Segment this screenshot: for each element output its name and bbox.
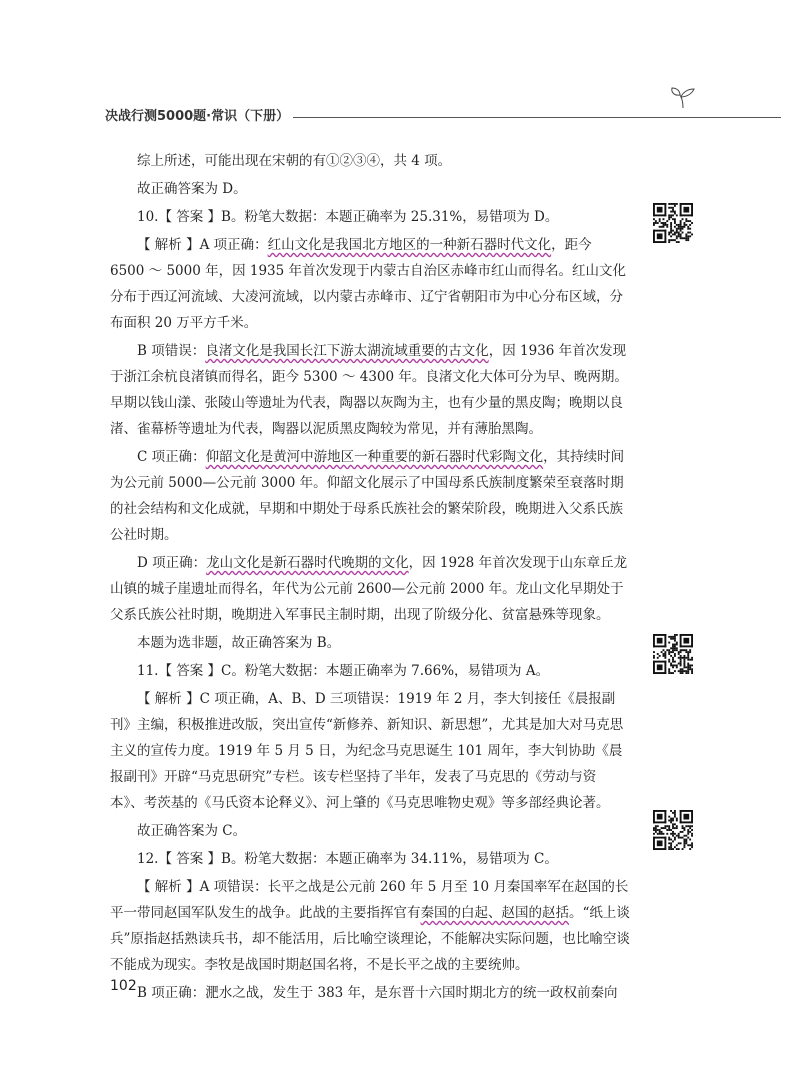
- text-segment: ，因 1936 年首次发现于浙江余杭良渚镇而得名，距今 5300 ～ 4300 年。良渚文化大体可分为早、晚两期。早期以钱山漾、张陵山等遗址为代表，陶器以灰陶为主，也有少量的黑皮陶；晚期以良渚、雀幕桥等遗址为代表，陶器以泥质黑皮陶较为常见，并有薄胎黑陶。: [110, 343, 628, 437]
- text-segment: ，其持续时间为公元前 5000—公元前 3000 年。仰韶文化展示了中国母系氏族制度繁荣至衰落时期的社会结构和文化成就，早期和中期处于母系氏族社会的繁荣阶段，晚期进入父系氏族公社时期。: [110, 449, 625, 543]
- text-segment: C 项正确：: [137, 449, 206, 465]
- qr-code-icon[interactable]: [653, 634, 693, 674]
- paragraph: [110, 550, 630, 628]
- header-title: 决战行测5000题·常识（下册）: [105, 109, 290, 124]
- paragraph: 故正确答案为 C。: [137, 823, 247, 839]
- paragraph: [110, 874, 630, 978]
- header-rule: [293, 117, 781, 118]
- answer-line-11: 11.【 答案 】C。粉笔大数据：本题正确率为 7.66%，易错项为 A。: [137, 663, 550, 679]
- page-number: 102: [110, 978, 137, 994]
- running-header: [105, 108, 695, 128]
- paragraph: B 项正确：淝水之战，发生于 383 年，是东晋十六国时期北方的统一政权前秦向: [137, 985, 618, 1001]
- text-segment: ，因 1928 年首次发现于山东章丘龙山镇的城子崖遗址而得名，年代为公元前 2600—公元前 2000 年。龙山文化早期处于父系氏族公社时期，晚期进入军事民主制时期，出现了阶级分化、贫富悬殊等现象。: [110, 555, 628, 623]
- underlined-text: 仰韶文化是黄河中游地区一种重要的新石器时代彩陶文化: [205, 449, 544, 465]
- sprout-icon: [668, 86, 698, 110]
- paragraph: [110, 444, 630, 548]
- text-segment: 。“纸上谈兵”原指赵括熟读兵书，却不能活用，后比喻空谈理论，不能解决实际问题，也比喻空谈不能成为现实。李牧是战国时期赵国名将，不是长平之战的主要统帅。: [110, 905, 630, 973]
- answer-line-12: 12.【 答案 】B。粉笔大数据：本题正确率为 34.11%，易错项为 C。: [137, 851, 558, 867]
- text-segment: D 项正确：: [137, 555, 207, 571]
- paragraph: 本题为选非题，故正确答案为 B。: [137, 635, 341, 651]
- page-body: [110, 148, 630, 1008]
- answer-line-10: 10.【 答案 】B。粉笔大数据：本题正确率为 25.31%，易错项为 D。: [137, 209, 559, 225]
- paragraph: 【 解析 】C 项正确，A、B、D 三项错误：1919 年 2 月，李大钊接任《晨报副刊》主编，积极推进改版，突出宣传“新修养、新知识、新思想”，尤其是加大对马克思主义的宣传力度。1919 年 5 月 5 日，为纪念马克思诞生 101 周年，李大钊协助《晨报副刊》开辟“马克思研究”专栏。该专栏坚持了半年，发表了马克思的《劳动与资本》、考茨基的《马氏资本论释义》、河上肇的《马克思唯物史观》等多部经典论著。: [110, 691, 624, 811]
- paragraph: 故正确答案为 D。: [137, 181, 247, 197]
- paragraph: [110, 338, 630, 442]
- paragraph: 综上所述，可能出现在宋朝的有①②③④，共 4 项。: [137, 153, 452, 169]
- paragraph: [110, 232, 630, 336]
- qr-code-icon[interactable]: [653, 810, 693, 850]
- underlined-text: 良渚文化是我国长江下游太湖流域重要的古文化: [205, 343, 489, 359]
- text-segment: 【 解析 】A 项错误：长平之战是公元前 260 年 5 月至 10 月秦国率军在赵国的长平一带同赵国军队发生的战争。此战的主要指挥官有: [110, 879, 629, 921]
- text-segment: ，距今 6500 ～ 5000 年，因 1935 年首次发现于内蒙古自治区赤峰市红山而得名。红山文化分布于西辽河流域、大凌河流域，以内蒙古赤峰市、辽宁省朝阳市为中心分布区域，分布面积 20 万平方千米。: [110, 237, 627, 331]
- qr-code-icon[interactable]: [653, 203, 693, 243]
- text-segment: 【 解析 】A 项正确：: [137, 237, 268, 253]
- text-segment: B 项错误：: [137, 343, 206, 359]
- underlined-text: 红山文化是我国北方地区的一种新石器时代文化: [267, 237, 552, 253]
- underlined-text: 龙山文化是新石器时代晚期的文化: [206, 555, 409, 571]
- underlined-text: 秦国的白起、赵国的赵括: [420, 905, 569, 921]
